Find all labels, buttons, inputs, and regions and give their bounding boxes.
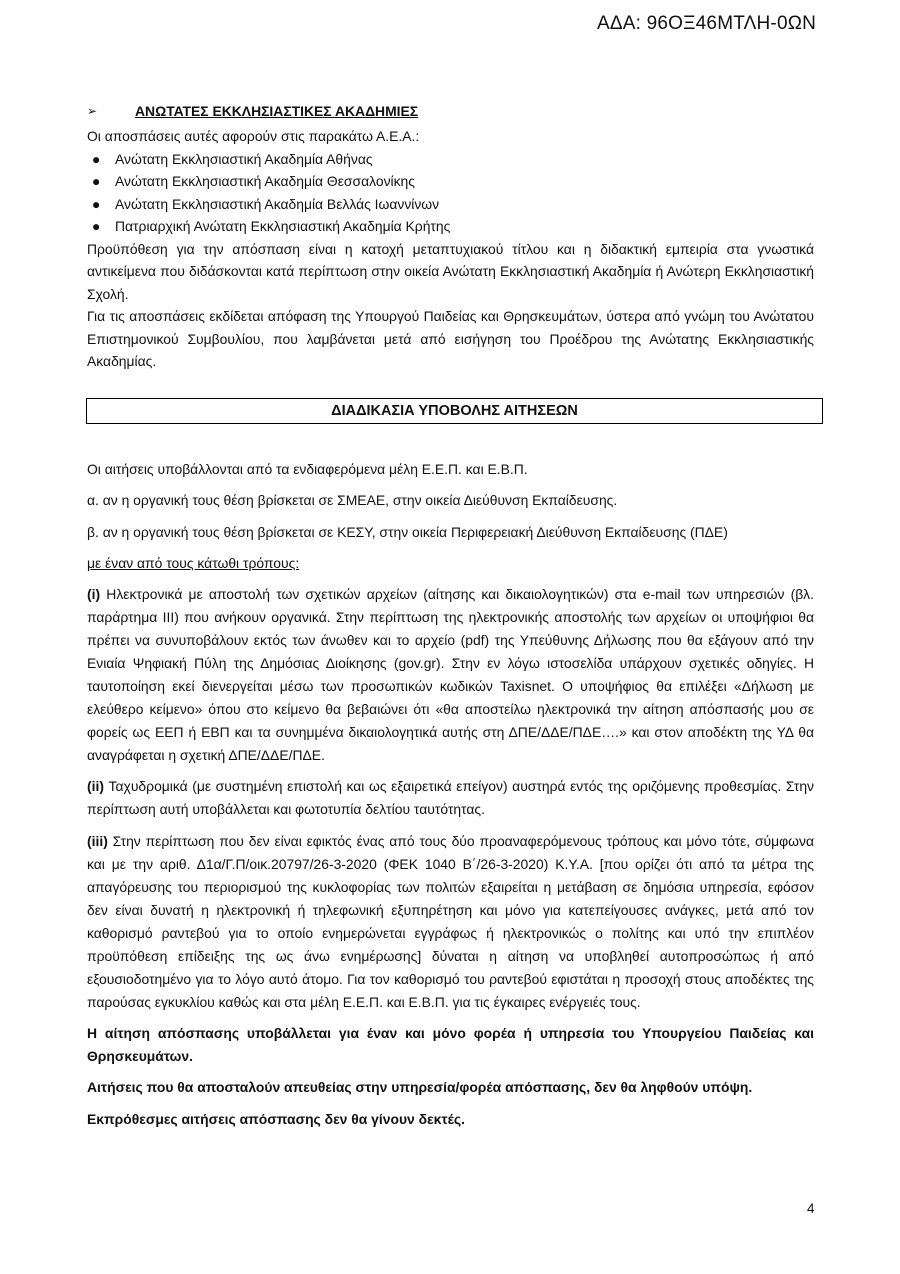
method-ii-label: (ii) (87, 778, 104, 795)
list-item (87, 170, 814, 193)
intro-paragraph: Οι αποσπάσεις αυτές αφορούν στις παρακάτω Α.Ε.Α.: (87, 128, 420, 144)
method-iii-label: (iii) (87, 832, 108, 849)
section-title: ΑΝΩΤΑΤΕΣ ΕΚΚΛΗΣΙΑΣΤΙΚΕΣ ΑΚΑΔΗΜΙΕΣ (135, 102, 419, 119)
bullet-icon: ● (92, 150, 101, 167)
list-item-text: Ανώτατη Εκκλησιαστική Ακαδημία Αθήνας (115, 150, 373, 167)
procedure-heading: ΔΙΑΔΙΚΑΣΙΑ ΥΠΟΒΟΛΗΣ ΑΙΤΗΣΕΩΝ (86, 398, 823, 424)
list-item-text: Ανώτατη Εκκλησιαστική Ακαδημία Βελλάς Ιωαννίνων (115, 195, 440, 212)
notice-single-choice: Η αίτηση απόσπασης υποβάλλεται για έναν και μόνο φορέα ή υπηρεσία του Υπουργείου Παιδείας και Θρησκευμάτων. (87, 1025, 814, 1065)
academy-list (87, 148, 814, 238)
method-ii-text: Ταχυδρομικά (με συστημένη επιστολή και ως εξαιρετικά επείγον) αυστηρά εντός της οριζόμενης προθεσμίας. Στην περίπτωση αυτή υποβάλλεται και φωτοτυπία δελτίου ταυτότητας. (87, 778, 814, 818)
list-item (87, 215, 814, 238)
prerequisite-paragraph: Προϋπόθεση για την απόσπαση είναι η κατοχή μεταπτυχιακού τίτλου και η διδακτική εμπειρία στα γνωστικά αντικείμενα που διδάσκονται κατά περίπτωση στην οικεία Ανώτατη Εκκλησιαστική Ακαδημία ή Ανώτερη Εκκλησιαστική Σχολή. (87, 240, 814, 302)
bullet-icon: ● (92, 195, 101, 212)
list-item-text: Ανώτατη Εκκλησιαστική Ακαδημία Θεσσαλονίκης (115, 173, 415, 189)
arrow-bullet-icon: ➢ (87, 103, 98, 118)
section-academies (87, 100, 814, 373)
method-i-text: Ηλεκτρονικά με αποστολή των σχετικών αρχείων (αίτησης και δικαιολογητικών) στα e-mail των υπηρεσιών (βλ. παράρτημα ΙΙΙ) που ανήκουν οργανικά. Στην περίπτωση της ηλεκτρονικής αποστολής των αρχείων οι υποψήφιοι θα πρέπει να συνυποβάλουν εκτός των άνωθεν και το αρχείο (pdf) της Υπεύθυνης Δήλωσης που θα εξάγουν από την Ενιαία Ψηφιακή Πύλη της Δημόσιας Διοίκησης (gov.gr). Στην εν λόγω ιστοσελίδα υπάρχουν σχετικές οδηγίες. Η ταυτοποίηση εκεί διενεργείται μέσω των προσωπικών κωδικών Taxisnet. Ο υποψήφιος θα επιλέξει «Δήλωση με ελεύθερο κείμενο» όπου στο κείμενο θα βεβαιώνει ότι «θα αποστείλω ηλεκτρονικά την αίτηση απόσπασής μου σε φορείς ως ΕΕΠ ή ΕΒΠ και τα συνημμένα δικαιολογητικά αυτής στη ΔΠΕ/ΔΔΕ/ΠΔΕ….» και στον αποδέκτη της ΥΔ θα αναγράφεται η σχετική ΔΠΕ/ΔΔΕ/ΠΔΕ. (87, 586, 814, 764)
bullet-icon: ● (92, 218, 101, 234)
decision-paragraph: Για τις αποσπάσεις εκδίδεται απόφαση της Υπουργού Παιδείας και Θρησκευμάτων, ύστερα από γνώμη του Ανώτατου Επιστημονικού Συμβουλίου, που λαμβάνεται μετά από εισήγηση του Προέδρου της Ανώτατης Εκκλησιαστικής Ακαδημίας. (87, 308, 814, 369)
list-item (87, 193, 814, 216)
method-iii-paragraph (87, 830, 814, 1014)
ada-code: ΑΔΑ: 96ΟΞ46ΜΤΛΗ-0ΩΝ (597, 13, 817, 34)
method-i-paragraph (87, 583, 814, 767)
page-number: 4 (807, 1201, 815, 1216)
section-procedure (87, 458, 814, 1139)
method-i-label: (i) (87, 586, 101, 603)
method-iii-text: Στην περίπτωση που δεν είναι εφικτός ένας από τους δύο προαναφερόμενους τρόπους και μόνο τότε, σύμφωνα και με την αριθ. Δ1α/Γ.Π/οικ.20797/26-3-2020 (ΦΕΚ 1040 Β΄/26-3-2020) Κ.Υ.Α. [που ορίζει ότι από τα μέτρα της απαγόρευσης του περιορισμού της κυκλοφορίας των πολιτών εξαιρείται η μετάβαση σε δημόσια υπηρεσία, εφόσον δεν είναι δυνατή η ηλεκτρονική ή τηλεφωνική εξυπηρέτηση και μόνο για κατεπείγουσες ανάγκες, μετά από τον καθορισμό ραντεβού για το οποίο ενημερώνεται εγγράφως ή ηλεκτρονικώς ο πολίτης και υπό την επιπλέον προϋπόθεση επίδειξης της ως άνω ενημέρωσης] δύναται η αίτηση να υποβληθεί αυτοπροσώπως ή από εξουσιοδοτημένο για το λόγο αυτό άτομο. Για τον καθορισμό του ραντεβού εφιστάται η προσοχή στους αποδέκτες της παρούσας εγκυκλίου καθώς και στα μέλη Ε.Ε.Π. και Ε.Β.Π. για τις έγκαιρες ενέργειές τους. (87, 832, 814, 1010)
section-heading (87, 100, 814, 122)
method-ii-paragraph (87, 775, 814, 821)
list-item-text: Πατριαρχική Ανώτατη Εκκλησιαστική Ακαδημία Κρήτης (115, 218, 451, 234)
bullet-icon: ● (92, 173, 101, 189)
notice-late-applications: Εκπρόθεσμες αιτήσεις απόσπασης δεν θα γίνουν δεκτές. (87, 1110, 465, 1127)
notice-direct-submission: Αιτήσεις που θα αποσταλούν απευθείας στην υπηρεσία/φορέα απόσπασης, δεν θα ληφθούν υπόψη. (87, 1079, 753, 1096)
list-item (87, 148, 814, 171)
case-a-paragraph: α. αν η οργανική τους θέση βρίσκεται σε ΣΜΕΑΕ, στην οικεία Διεύθυνση Εκπαίδευσης. (87, 492, 618, 509)
case-b-paragraph: β. αν η οργανική τους θέση βρίσκεται σε ΚΕΣΥ, στην οικεία Περιφερειακή Διεύθυνση Εκπαίδευσης (ΠΔΕ) (87, 523, 728, 540)
methods-intro: με έναν από τους κάτωθι τρόπους: (87, 554, 300, 571)
applications-paragraph: Οι αιτήσεις υποβάλλονται από τα ενδιαφερόμενα μέλη Ε.Ε.Π. και Ε.Β.Π. (87, 461, 528, 477)
